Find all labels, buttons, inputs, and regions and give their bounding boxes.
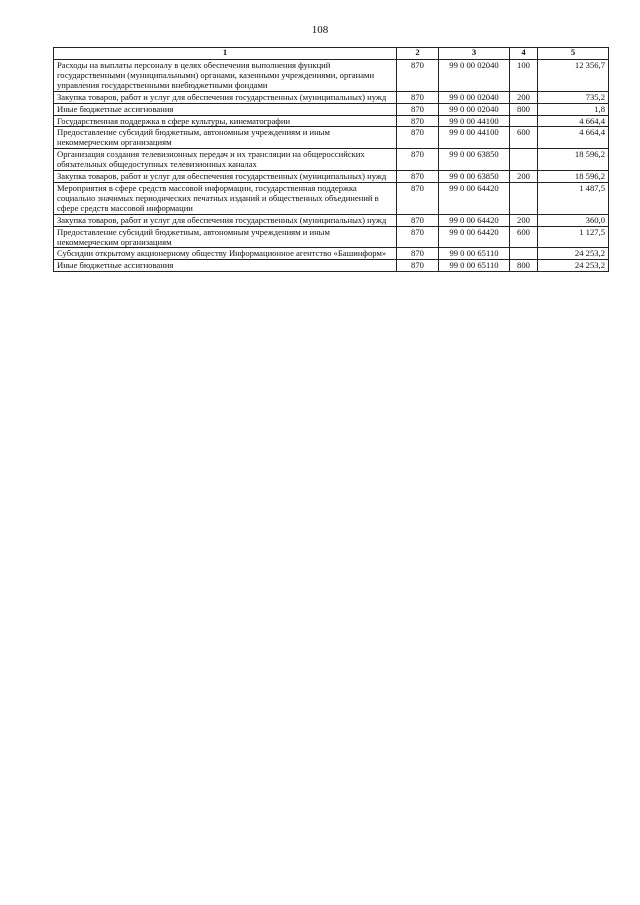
- row-vr-cell: [510, 115, 538, 127]
- row-vr-cell: [510, 149, 538, 171]
- row-name-cell: Субсидии открытому акционерному обществу Информационное агентство «Башинформ»: [54, 248, 397, 260]
- row-sum-cell: 1 127,5: [538, 226, 609, 248]
- table-row: [54, 115, 609, 127]
- row-sum-cell: 24 253,2: [538, 248, 609, 260]
- row-sum-cell: 1 487,5: [538, 182, 609, 214]
- table-row: [54, 60, 609, 92]
- row-sum-cell: 1,8: [538, 103, 609, 115]
- row-csr-cell: 99 0 00 44100: [439, 127, 510, 149]
- table-row: [54, 226, 609, 248]
- row-sum-cell: 18 596,2: [538, 149, 609, 171]
- row-ved-cell: 870: [397, 60, 439, 92]
- row-vr-cell: 600: [510, 127, 538, 149]
- row-csr-cell: 99 0 00 44100: [439, 115, 510, 127]
- row-sum-cell: 4 664,4: [538, 115, 609, 127]
- row-sum-cell: 4 664,4: [538, 127, 609, 149]
- row-name-cell: Государственная поддержка в сфере культуры, кинематографии: [54, 115, 397, 127]
- row-ved-cell: 870: [397, 127, 439, 149]
- table-body: [54, 60, 609, 272]
- row-ved-cell: 870: [397, 214, 439, 226]
- table-header-row: [54, 48, 609, 60]
- page-number: 108: [311, 24, 329, 36]
- row-csr-cell: 99 0 00 63850: [439, 149, 510, 171]
- row-vr-cell: 800: [510, 260, 538, 272]
- row-name-cell: Закупка товаров, работ и услуг для обеспечения государственных (муниципальных) нужд: [54, 91, 397, 103]
- row-ved-cell: 870: [397, 260, 439, 272]
- row-csr-cell: 99 0 00 64420: [439, 226, 510, 248]
- row-ved-cell: 870: [397, 171, 439, 183]
- row-vr-cell: 200: [510, 214, 538, 226]
- row-ved-cell: 870: [397, 248, 439, 260]
- row-ved-cell: 870: [397, 91, 439, 103]
- row-vr-cell: 200: [510, 91, 538, 103]
- table-row: [54, 127, 609, 149]
- header-col-4: 4: [510, 48, 538, 60]
- row-csr-cell: 99 0 00 02040: [439, 91, 510, 103]
- row-vr-cell: [510, 248, 538, 260]
- row-csr-cell: 99 0 00 65110: [439, 248, 510, 260]
- row-sum-cell: 12 356,7: [538, 60, 609, 92]
- table-row: [54, 91, 609, 103]
- row-name-cell: Предоставление субсидий бюджетным, автономным учреждениям и иным некоммерческим организациям: [54, 226, 397, 248]
- row-csr-cell: 99 0 00 63850: [439, 171, 510, 183]
- row-name-cell: Организация создания телевизионных передач и их трансляции на общероссийских обязательных общедоступных телевизионных каналах: [54, 149, 397, 171]
- row-sum-cell: 24 253,2: [538, 260, 609, 272]
- row-vr-cell: 800: [510, 103, 538, 115]
- table-row: [54, 260, 609, 272]
- row-ved-cell: 870: [397, 115, 439, 127]
- row-sum-cell: 18 596,2: [538, 171, 609, 183]
- row-sum-cell: 735,2: [538, 91, 609, 103]
- row-csr-cell: 99 0 00 64420: [439, 214, 510, 226]
- row-vr-cell: [510, 182, 538, 214]
- table-row: [54, 214, 609, 226]
- row-csr-cell: 99 0 00 02040: [439, 103, 510, 115]
- row-name-cell: Закупка товаров, работ и услуг для обеспечения государственных (муниципальных) нужд: [54, 171, 397, 183]
- header-col-2: 2: [397, 48, 439, 60]
- row-name-cell: Расходы на выплаты персоналу в целях обеспечения выполнения функций государственными (муниципальными) органами, казенными учреждениями, органами управления государственными внебюджетными фондами: [54, 60, 397, 92]
- row-ved-cell: 870: [397, 149, 439, 171]
- row-name-cell: Закупка товаров, работ и услуг для обеспечения государственных (муниципальных) нужд: [54, 214, 397, 226]
- row-ved-cell: 870: [397, 226, 439, 248]
- row-name-cell: Иные бюджетные ассигнования: [54, 260, 397, 272]
- table-row: [54, 248, 609, 260]
- row-csr-cell: 99 0 00 64420: [439, 182, 510, 214]
- row-sum-cell: 360,0: [538, 214, 609, 226]
- row-csr-cell: 99 0 00 65110: [439, 260, 510, 272]
- table-row: [54, 182, 609, 214]
- row-vr-cell: 200: [510, 171, 538, 183]
- row-ved-cell: 870: [397, 182, 439, 214]
- row-ved-cell: 870: [397, 103, 439, 115]
- table-row: [54, 103, 609, 115]
- row-vr-cell: 100: [510, 60, 538, 92]
- row-name-cell: Предоставление субсидий бюджетным, автономным учреждениям и иным некоммерческим организациям: [54, 127, 397, 149]
- row-vr-cell: 600: [510, 226, 538, 248]
- header-col-3: 3: [439, 48, 510, 60]
- header-col-5: 5: [538, 48, 609, 60]
- header-col-1: 1: [54, 48, 397, 60]
- row-name-cell: Иные бюджетные ассигнования: [54, 103, 397, 115]
- row-csr-cell: 99 0 00 02040: [439, 60, 510, 92]
- table-row: [54, 149, 609, 171]
- table-row: [54, 171, 609, 183]
- budget-table: [53, 47, 609, 272]
- row-name-cell: Мероприятия в сфере средств массовой информации, государственная поддержка социально значимых периодических печатных изданий и общественных объединений в сфере средств массовой информации: [54, 182, 397, 214]
